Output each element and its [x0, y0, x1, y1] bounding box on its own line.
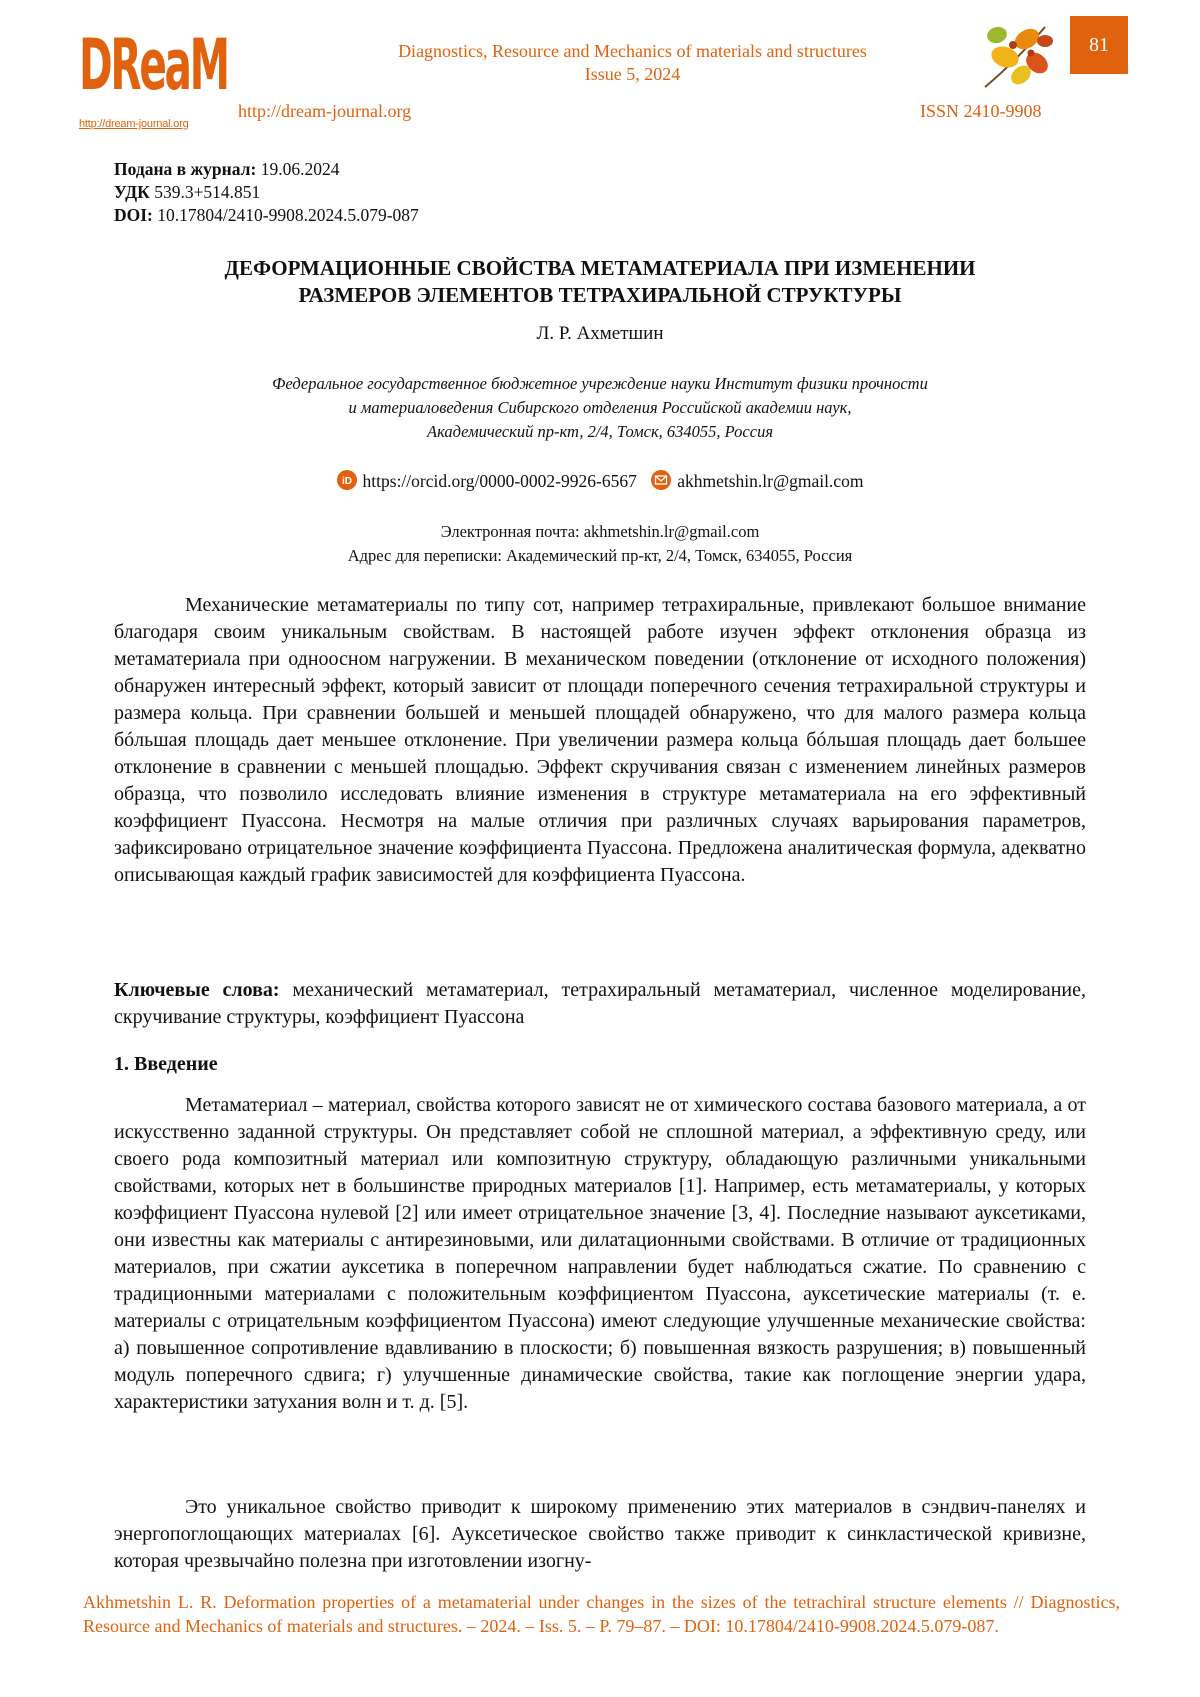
author-contacts [100, 470, 1100, 492]
issn-label: ISSN 2410-9908 [920, 101, 1042, 121]
svg-text:iD: iD [341, 476, 352, 487]
title-line: ДЕФОРМАЦИОННЫЕ СВОЙСТВА МЕТАМАТЕРИАЛА ПРИ ИЗМЕНЕНИИ [224, 256, 976, 280]
abstract: Механические метаматериалы по типу сот, например тетрахиральные, привлекают большое внимание благодаря своим уникальным свойствам. В настоящей работе изучен эффект отклонения образца из метаматериала при одноосном нагружении. В механическом поведении (отклонение от исходного положения) обнаружен интересный эффект, который зависит от площади поперечного сечения тетрахиральной структуры и размера кольца. При сравнении большей и меньшей площадей обнаружено, что для малого размера кольца бóльшая площадь дает меньшее отклонение. При увеличении размера кольца бóльшая площадь дает большее отклонение в сравнении с меньшей площадью. Эффект скручивания связан с изменением линейных размеров образца, что позволило исследовать влияние изменения в структуре метаматериала на его эффективный коэффициент Пуассона. Несмотря на малые отличия при различных случаях варьирования параметров, зафиксировано отрицательное значение коэффициента Пуассона. Предложена аналитическая формула, адекватно описывающая каждый график зависимостей для коэффициента Пуассона. [114, 594, 1086, 886]
affiliation-line: Академический пр-кт, 2/4, Томск, 634055, Россия [426, 422, 773, 441]
journal-issue-line: Issue 5, 2024 [584, 64, 681, 84]
udc-code: УДК 539.3+514.851 [114, 182, 261, 202]
correspondence-info [100, 520, 1100, 568]
affiliation-line: и материаловедения Сибирского отделения Российской академии наук, [348, 398, 852, 417]
intro-paragraph: Это уникальное свойство приводит к широкому применению этих материалов в сэндвич-панелях и энергопоглощающих материалах [6]. Ауксетическое свойство также приводит к синкластической кривизне, которая чрезвычайно полезна при изготовлении изогну- [114, 1496, 1086, 1572]
affiliation-line: Федеральное государственное бюджетное учреждение науки Институт физики прочности [272, 374, 928, 393]
author-name: Л. Р. Ахметшин [536, 323, 664, 344]
email-icon [651, 470, 671, 490]
affiliation [100, 372, 1100, 444]
keywords-label: Ключевые слова: [114, 979, 280, 1001]
citation-footer: Akhmetshin L. R. Deformation properties of a metamaterial under changes in the sizes of the tetrachiral structure elements // Diagnostics, Resource and Mechanics of materials and structures. – 2024. – Iss. 5. – P. 79–87. – DOI: 10.17804/2410-9908.2024.5.079-087. [83, 1592, 1120, 1636]
article-title [100, 255, 1100, 309]
orcid-link[interactable]: https://orcid.org/0000-0002-9926-6567 [362, 471, 637, 491]
journal-title-line: Diagnostics, Resource and Mechanics of materials and structures [398, 41, 867, 61]
orcid-icon [337, 470, 357, 490]
journal-logo [79, 15, 228, 135]
page-number: 81 [1070, 16, 1128, 74]
journal-title [360, 40, 905, 86]
logo-url[interactable]: http://dream-journal.org [79, 118, 189, 130]
keywords-text: механический метаматериал, тетрахиральный метаматериал, численное моделирование, скручивание структуры, коэффициент Пуассона [114, 979, 1086, 1028]
email-line: Электронная почта: akhmetshin.lr@gmail.com [440, 522, 760, 541]
doi: DOI: 10.17804/2410-9908.2024.5.079-087 [114, 205, 419, 225]
section-heading: 1. Введение [114, 1053, 218, 1075]
keywords [114, 977, 1086, 1031]
submission-date: Подана в журнал: 19.06.2024 [114, 159, 340, 179]
title-line: РАЗМЕРОВ ЭЛЕМЕНТОВ ТЕТРАХИРАЛЬНОЙ СТРУКТУРЫ [298, 283, 902, 307]
email-link[interactable]: akhmetshin.lr@gmail.com [677, 471, 864, 491]
intro-paragraph: Метаматериал – материал, свойства которого зависят не от химического состава базового материала, а от искусственно заданной структуры. Он представляет собой не сплошной материал, а эффективную среду, или своего рода композитный материал или композитную структуру, обладающую различными уникальными свойствами, которых нет в большинстве природных материалов [1]. Например, есть метаматериалы, у которых коэффициент Пуассона нулевой [2] или имеет отрицательное значение [3, 4]. Последние называют ауксетиками, они известны как материалы с антирезиновыми, или дилатационными свойствами. В отличие от традиционных материалов, при сжатии ауксетика в поперечном направлении будет наблюдаться сжатие. По сравнению с традиционными материалами с положительным коэффициентом Пуассона, ауксетические материалы (т. е. материалы с отрицательным коэффициентом Пуассона) имеют следующие улучшенные механические свойства: а) повышенное сопротивление вдавливанию в плоскости; б) повышенная вязкость разрушения; в) повышенный модуль поперечного сдвига; г) улучшенные динамические свойства, такие как поглощение энергии удара, характеристики затухания волн и т. д. [5]. [114, 1094, 1086, 1413]
autumn-leaves-icon [975, 17, 1061, 91]
article-metadata [114, 158, 419, 227]
site-url-link[interactable]: http://dream-journal.org [238, 101, 412, 121]
logo-wordmark: DReaM [79, 24, 228, 106]
address-line: Адрес для переписки: Академический пр-кт, 2/4, Томск, 634055, Россия [347, 546, 853, 565]
